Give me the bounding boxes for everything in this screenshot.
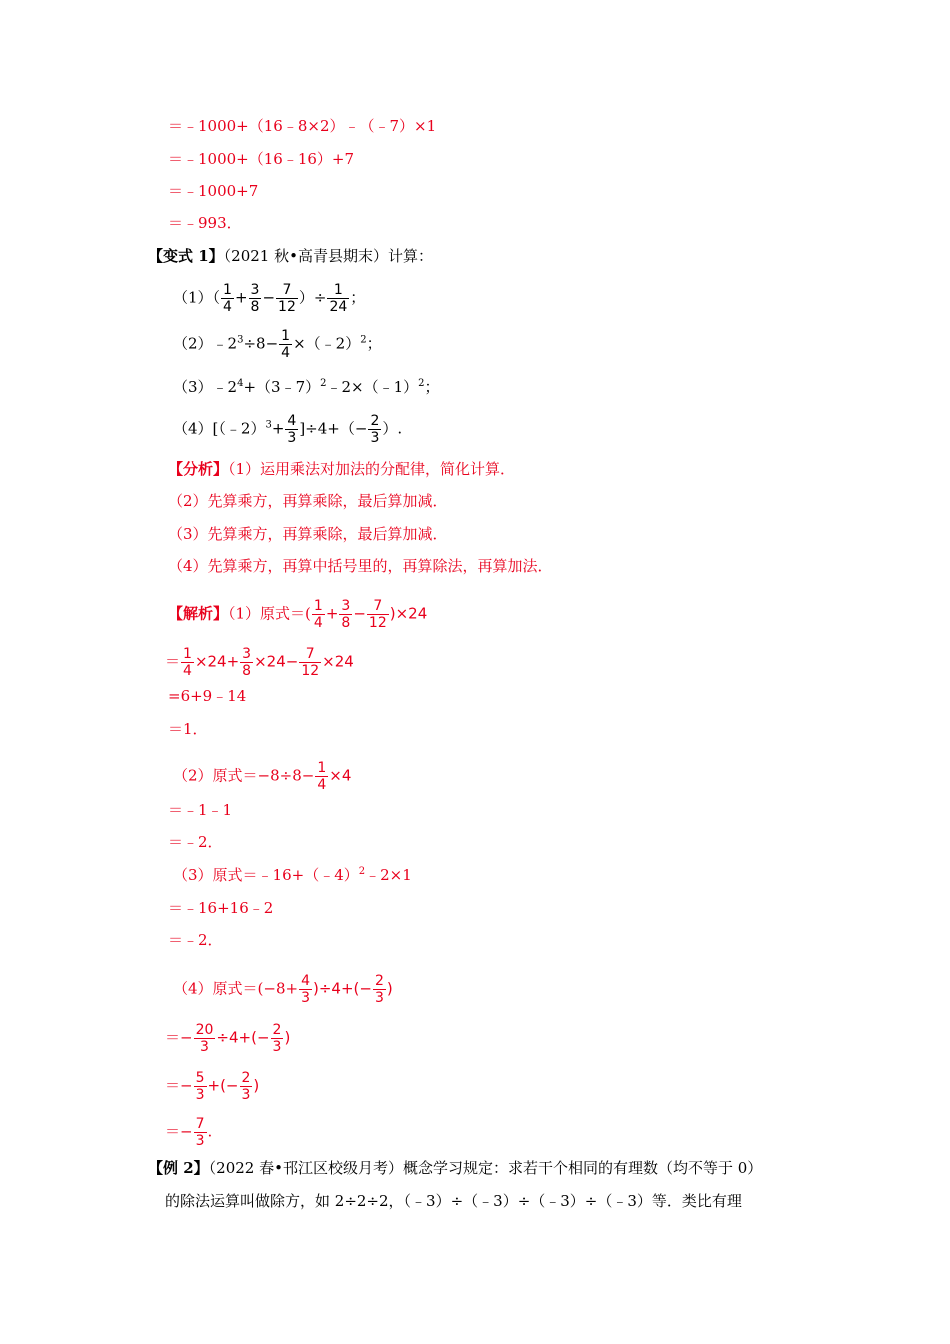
question-4: （4）[（﹣2）$^3$+ $\frac{4}{3}$ ]÷4+（− $\frac{2}{3}$ ）. — [173, 413, 403, 446]
fraction: $\frac{4}{3}$ — [287, 413, 297, 446]
solution-line: ＝1． — [168, 720, 208, 738]
fraction: $\frac{1}{4}$ — [183, 646, 192, 679]
solution-tag: 【解析】 — [168, 604, 229, 623]
fraction: $\frac{7}{12}$ — [301, 646, 320, 679]
solution-1b: ＝ $\frac{1}{4}$ ×24+ $\frac{3}{8}$ ×24− $\frac{7}{12}$ ×24 — [165, 646, 354, 679]
example-2-line-1: 【例 2】（2022 春•邗江区校级月考）概念学习规定：求若干个相同的有理数（均不等于 0） — [148, 1159, 763, 1177]
solution-line: ＝﹣2． — [168, 931, 223, 949]
solution-2: （2）原式＝−8÷8− $\frac{1}{4}$ ×4 — [173, 760, 352, 793]
q1-label: （1）（ — [173, 288, 221, 307]
operator: − — [262, 288, 276, 307]
fraction: $\frac{1}{4}$ — [313, 598, 323, 631]
fraction: $\frac{2}{3}$ — [370, 413, 380, 446]
analysis-tag: 【分析】 — [168, 460, 229, 478]
solution-3: （3）原式＝﹣16+（﹣4）$^2$﹣2×1 — [173, 866, 412, 884]
variant-tag: 【变式 1】 — [148, 247, 224, 265]
fraction: $\frac{2}{3}$ — [272, 1022, 282, 1055]
solution-4d: ＝− $\frac{7}{3}$ . — [165, 1116, 213, 1149]
fraction: $\frac{4}{3}$ — [301, 973, 310, 1006]
question-3: $(3)﹣2^4+(3﹣7)^2﹣2\times(﹣1)^2$； — [173, 378, 440, 396]
fraction: $\frac{1}{4}$ — [281, 328, 291, 361]
fraction: $\frac{1}{4}$ — [223, 282, 232, 315]
solution-4b: ＝− $\frac{20}{3}$ ÷4+(− $\frac{2}{3}$ ) — [165, 1022, 291, 1055]
fraction: $\frac{5}{3}$ — [195, 1070, 205, 1103]
fraction: $\frac{3}{8}$ — [341, 598, 351, 631]
analysis-1: 【分析】（1）运用乘法对加法的分配律，简化计算． — [168, 460, 516, 478]
variant-heading — [148, 246, 433, 266]
question-2: $(2)﹣2^3\div 8-$ $\frac{1}{4}$ ×（﹣2）$^2$； — [173, 328, 382, 361]
analysis-4: （4）先算乘方，再算中括号里的，再算除法，再算加法． — [168, 557, 553, 575]
analysis-3: （3）先算乘方，再算乘除，最后算加减． — [168, 525, 448, 543]
solution-line: ＝﹣1000+（16﹣8×2）﹣（﹣7）×1 — [168, 117, 437, 135]
solution-4c: ＝− $\frac{5}{3}$ +(− $\frac{2}{3}$ ) — [165, 1070, 260, 1103]
fraction: $\frac{7}{3}$ — [195, 1116, 205, 1149]
fraction: $\frac{2}{3}$ — [241, 1070, 251, 1103]
solution-line: ＝﹣1﹣1 — [168, 801, 233, 819]
fraction: $\frac{7}{12}$ — [368, 598, 387, 631]
q1-end: ； — [350, 288, 366, 307]
solution-4: （4）原式＝(−8+ $\frac{4}{3}$ )÷4+(− $\frac{2}{3}$ ) — [173, 973, 393, 1006]
example-tag: 【例 2】 — [148, 1159, 209, 1177]
solution-line: ＝﹣1000+7 — [168, 182, 259, 200]
fraction: $\frac{1}{4}$ — [317, 760, 327, 793]
solution-line: ＝﹣1000+（16﹣16）+7 — [168, 150, 355, 168]
solution-line: ＝﹣2． — [168, 833, 223, 851]
analysis-2: （2）先算乘方，再算乘除，最后算加减． — [168, 492, 448, 510]
fraction: $\frac{20}{3}$ — [195, 1022, 214, 1055]
fraction: $\frac{3}{8}$ — [250, 282, 260, 315]
q1-rest: ）÷ — [298, 288, 327, 307]
solution-1: 【解析】（1）原式＝( $\frac{1}{4}$ + $\frac{3}{8}$ − $\frac{7}{12}$ )×24 — [168, 598, 428, 631]
fraction: $\frac{2}{3}$ — [374, 973, 384, 1006]
solution-line: ＝﹣16+16﹣2 — [168, 899, 274, 917]
fraction: $\frac{1}{24}$ — [329, 282, 348, 315]
fraction: $\frac{3}{8}$ — [242, 646, 252, 679]
variant-source: （2021 秋•高青县期末）计算： — [223, 247, 433, 265]
fraction: $\frac{7}{12}$ — [278, 282, 296, 315]
solution-line: ＝﹣993． — [168, 214, 242, 232]
question-1 — [173, 282, 365, 315]
solution-line: =6+9﹣14 — [168, 687, 247, 705]
example-2-line-2: 的除法运算叫做除方，如 2÷2÷2，（﹣3）÷（﹣3）÷（﹣3）÷（﹣3）等．类比有理 — [165, 1192, 742, 1210]
operator: + — [234, 288, 248, 307]
